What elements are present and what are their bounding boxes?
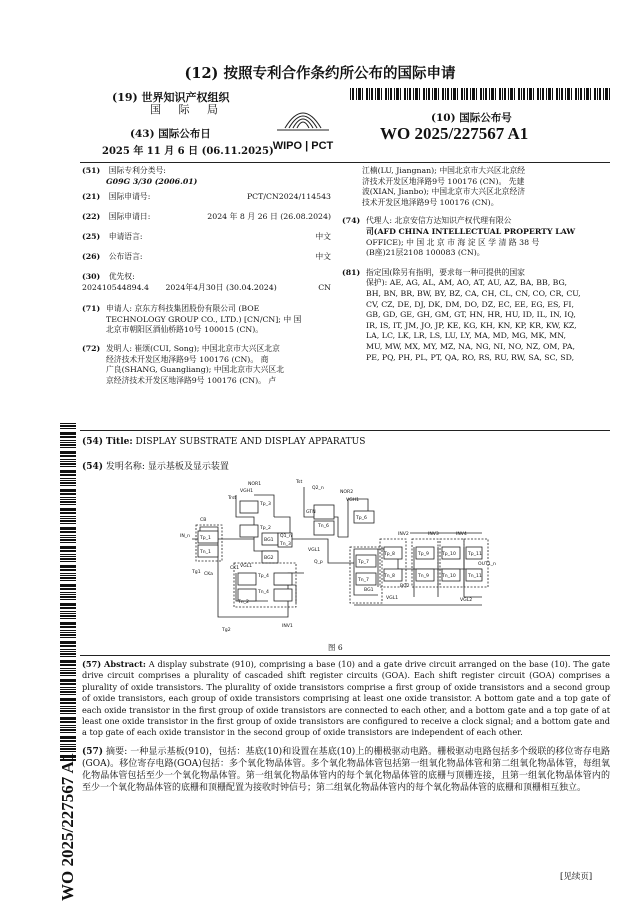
- circuit-label: Tn_6: [318, 524, 329, 529]
- circuit-label: Tg2: [222, 628, 231, 633]
- circuit-label: Q2_n: [312, 486, 324, 491]
- abstract-english: (57) Abstract: A display substrate (910), comprising a base (10) and a gate drive circuit arranged on the base (10). The gate drive circuit comprises a plurality of cascaded shift register circuits (GOA). Each shift register circuit (GOA) comprises a plurality of oxide transistors. The plurality of oxide transistors comprise a first group of oxide transistors and a second group of oxide transistors, each group of oxide transistors comprising at least one oxide transistor. A bottom gate and a top gate of each oxide transistor in the first group of oxide transistors are connected to each other, and a bottom gate and a top gate of at least one oxide transistor in the first group of oxide transistors are configured to receive a clock signal; and a bottom gate and a top gate of each oxide transistor in the second group of oxide transistors are independent of each other.: [82, 659, 610, 738]
- circuit-label: CKa: [204, 572, 213, 577]
- circuit-label: CB: [200, 518, 207, 523]
- circuit-label: OUT1_n: [478, 562, 496, 567]
- circuit-wires: [192, 487, 482, 617]
- document-title: (12) 按照专利合作条约所公布的国际申请: [184, 65, 456, 82]
- field-72-inventors: (72) 发明人: 崔颂(CUI, Song); 中国北京市大兴区北京 经济技术开发区地泽路9号 100176 (CN)。 商 广良(SHANG, Guangliang); 中国北京市大兴区北 京经济技术开发区地泽路9号 100176 (CN)。 卢: [82, 344, 285, 385]
- circuit-label: Tn_1: [200, 550, 211, 555]
- circuit-label: Tp_2: [260, 526, 271, 531]
- title-english: (54) Title: DISPLAY SUBSTRATE AND DISPLAY APPARATUS: [82, 437, 366, 447]
- circuit-label: Q1_n: [280, 534, 292, 539]
- title-divider: [80, 430, 610, 431]
- field-81-designated-states: (81) 指定国(除另有指明，要求每一种可提供的国家 保护): AE, AG, AL, AM, AO, AT, AU, AZ, BA, BB, BG, BH, BN, BR, BW, BY, BZ, CA, CH, CL, CN, CO, CR, CU, CV, CZ, DE, DJ, DK, DM, DO, DZ, EC, EE, EG, ES, FI, GB, GD, GE, GH, GM, GT, HN, HR, HU, ID, IL, IN, IQ, IR, IS, IT, JM, JO, JP, KE, KG, KH, KN, KP, KR, KW, KZ, LA, LC, LK, LR, LS, LU, LY, MA, MD, MG, MK, MN, MU, MW, MX, MY, MZ, NA, NG, NI, NO, NZ, OM, PA, PE, PQ, PH, PL, PT, QA, RO, RS, RU, RW, SA, SC, SD,: [342, 267, 581, 362]
- circuit-label: VGL1: [386, 596, 399, 601]
- bureau-name: 国 际 局: [150, 103, 225, 116]
- circuit-label: Tp_1: [200, 536, 211, 541]
- circuit-label: Tn_3: [280, 542, 291, 547]
- circuit-label: INV2: [398, 532, 409, 537]
- circuit-label: Tn_4: [258, 590, 269, 595]
- bibliographic-right-column: [342, 166, 612, 363]
- circuit-label: Tn_11: [468, 574, 482, 579]
- circuit-label: VGL1: [240, 564, 253, 569]
- circuit-label: VGL1: [308, 548, 321, 553]
- circuit-label: Tp_8: [384, 552, 395, 557]
- field-71-applicant: (71) 申请人: 京东方科技集团股份有限公司 (BOE TECHNOLOGY GROUP CO., LTD.) [CN/CN]; 中 国 北京市朝阳区酒仙桥路10号 100015 (CN)。: [82, 304, 302, 335]
- circuit-label: Tp_10: [442, 552, 456, 557]
- field-30: (30) 优先权: 202410544894.4 2024年4月30日 (30.04.2024) CN: [82, 272, 331, 292]
- barcode: [350, 88, 612, 100]
- side-publication-number: WO 2025/227567 A1: [58, 752, 77, 901]
- circuit-label: Tn_10: [442, 574, 456, 579]
- abstract-chinese: (57) 摘要: 一种显示基板(910)，包括：基底(10)和设置在基底(10)上的栅极驱动电路。栅极驱动电路包括多个级联的移位寄存电路(GOA)。移位寄存电路(GOA)包括：多个氧化物晶体管。多个氧化物晶体管包括第一组氧化物晶体管和第二组氧化物晶体管，每组氧化物晶体管包括至少一个氧化物晶体管。第一组氧化物晶体管内的每个氧化物晶体管的底栅与顶栅连接，且第一组氧化物晶体管内的至少一个氧化物晶体管的底栅和顶栅配置为接收时钟信号；第二组氧化物晶体管内的每个氧化物晶体管的底栅和顶栅相互独立。: [82, 747, 610, 793]
- circuit-label: NOR2: [340, 490, 354, 495]
- circuit-label: Tp_6: [356, 516, 367, 521]
- field-22: (22) 国际申请日: 2024 年 8 月 26 日 (26.08.2024): [82, 212, 331, 221]
- header-divider: [80, 162, 610, 163]
- application-number: PCT/CN2024/114543: [246, 192, 331, 201]
- circuit-label: Tn_2: [238, 600, 249, 605]
- circuit-label: VGH1: [240, 489, 254, 494]
- circuit-label: Tn_8: [384, 574, 395, 579]
- circuit-label: GTN: [306, 510, 316, 515]
- circuit-label: Q_p: [314, 560, 323, 565]
- circuit-label: Tn_9: [418, 574, 429, 579]
- priority-number: 202410544894.4: [82, 282, 149, 292]
- circuit-label: Tp_7: [358, 560, 369, 565]
- publication-number: WO 2025/227567 A1: [380, 124, 529, 143]
- circuit-label: Tp_4: [258, 574, 269, 579]
- circuit-diagram: [178, 477, 494, 637]
- abstract-divider: [80, 655, 610, 656]
- circuit-label: NOR1: [248, 482, 262, 487]
- circuit-label: VGL2: [460, 598, 473, 603]
- circuit-label: Trst: [228, 496, 237, 501]
- publication-date: 2025 年 11 月 6 日 (06.11.2025): [102, 146, 274, 157]
- inventors-continued: 江楠(LU, Jiangnan); 中国北京市大兴区北京经 济技术开发区地泽路9号 100176 (CN)。 先建 波(XIAN, Jianbo); 中国北京市大兴区北京经济 技术开发区地泽路9号 100176 (CN)。: [362, 166, 526, 207]
- circuit-label: Tn_7: [358, 578, 369, 583]
- circuit-label: INV3: [428, 532, 439, 537]
- side-barcode: [60, 423, 76, 763]
- field-51: (51) 国际专利分类号: G09G 3/30 (2006.01): [82, 166, 198, 186]
- figure-caption: 图 6: [328, 643, 343, 652]
- wipo-pct-logo: [263, 94, 343, 154]
- filing-date: 2024 年 8 月 26 日 (26.08.2024): [207, 212, 331, 221]
- circuit-label: VGH1: [346, 498, 360, 503]
- circuit-label: Tp_3: [260, 502, 271, 507]
- field-21: (21) 国际申请号: PCT/CN2024/114543: [82, 192, 331, 201]
- circuit-label: BG2: [264, 556, 274, 561]
- title-chinese: (54) 发明名称: 显示基板及显示装置: [82, 462, 229, 472]
- circuit-label: IN_n: [180, 534, 190, 539]
- circuit-labels: [180, 479, 496, 633]
- field-74-agent: (74) 代理人: 北京安信方达知识产权代理有限公 司(AFD CHINA INTELLECTUAL PROPERTY LAW OFFICE); 中 国 北 京 市 海 淀 区 学 清 路 38 号 (B座)21层2108 100083 (CN)。: [342, 216, 576, 258]
- circuit-label: Tst: [296, 480, 303, 485]
- organization-name: (19) 世界知识产权组织: [112, 91, 230, 104]
- continued-note: [见续页]: [560, 872, 593, 882]
- priority-date: 2024年4月30日 (30.04.2024): [165, 282, 277, 292]
- field-26: (26) 公布语言: 中文: [82, 252, 331, 261]
- circuit-label: BG1: [264, 538, 274, 543]
- publication-date-label: (43) 国际公布日: [130, 128, 211, 140]
- circuit-label: Tp_11: [468, 552, 482, 557]
- circuit-label: INV4: [456, 532, 467, 537]
- circuit-label: BG1: [364, 588, 374, 593]
- circuit-label: Tp_9: [418, 552, 429, 557]
- ipc-classification: G09G 3/30 (2006.01): [106, 176, 198, 186]
- bibliographic-left-column: [82, 166, 337, 386]
- field-25: (25) 申请语言: 中文: [82, 232, 331, 241]
- circuit-label: INV1: [282, 624, 293, 629]
- wipo-logo-text: WIPO | PCT: [272, 140, 334, 152]
- circuit-label: CK1: [230, 566, 240, 571]
- circuit-label: BG2: [400, 584, 410, 589]
- publication-number-label: (10) 国际公布号: [431, 112, 512, 124]
- circuit-label: Tg1: [192, 570, 201, 575]
- transistor-boxes: [198, 501, 482, 601]
